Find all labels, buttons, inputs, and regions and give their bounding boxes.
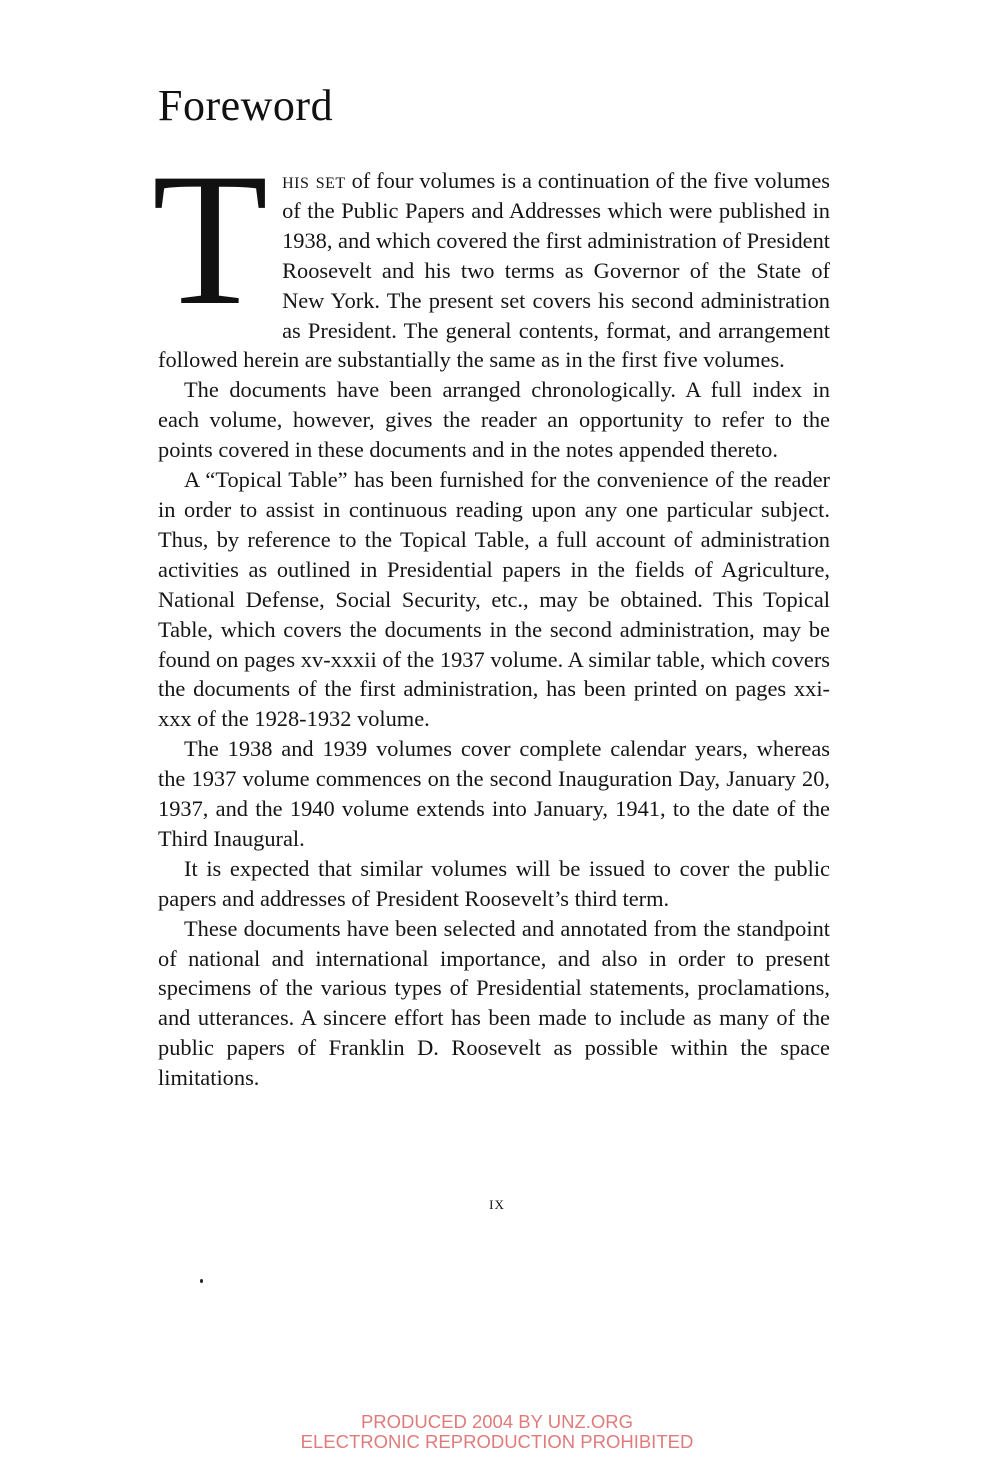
drop-cap: T	[152, 135, 269, 345]
page-title: Foreword	[158, 81, 334, 130]
watermark-line-1: PRODUCED 2004 BY UNZ.ORG	[360, 1411, 634, 1432]
paragraph-2: The documents have been arranged chronologically. A full index in each volume, however, gives the reader an opportunity to refer to the points covered in these documents and in the notes appended thereto.	[158, 377, 830, 463]
paragraph-1	[152, 135, 830, 375]
page-number: ix	[489, 1193, 505, 1213]
paragraph-5: It is expected that similar volumes will be issued to cover the public papers and addresses of President Roosevelt’s third term.	[158, 855, 830, 911]
lead-in-small-caps: his set	[282, 168, 346, 193]
watermark	[0, 1412, 994, 1452]
watermark-line-2: ELECTRONIC REPRODUCTION PROHIBITED	[300, 1431, 694, 1452]
paragraph-3: A “Topical Table” has been furnished for the convenience of the reader in order to assist in continuous reading upon any one particular subject. Thus, by reference to the Topical Table, a full account of administration activities as outlined in Presidential papers in the fields of Agriculture, National Defense, Social Security, etc., may be obtained. This Topical Table, which covers the documents in the second administration, may be found on pages xv-xxxii of the 1937 volume. A similar table, which covers the documents of the first administration, has been printed on pages xxi-xxx of the 1928-1932 volume.	[158, 467, 830, 732]
foreword-body	[152, 135, 830, 1093]
print-speck	[200, 1279, 203, 1283]
paragraph-1-text: of four volumes is a continuation of the five volumes of the Public Papers and Addresses which were published in 1938, and which covered the first administration of President Roosevelt and his two terms as Governor of the State of New York. The present set covers his second administration as President. The general contents, format, and arrangement followed herein are substantially the same as in the first five volumes.	[158, 168, 830, 373]
paragraph-4: The 1938 and 1939 volumes cover complete calendar years, whereas the 1937 volume commences on the second Inauguration Day, January 20, 1937, and the 1940 volume extends into January, 1941, to the date of the Third Inaugural.	[158, 736, 830, 851]
paragraph-6: These documents have been selected and annotated from the standpoint of national and international importance, and also in order to present specimens of the various types of Presidential statements, proclamations, and utterances. A sincere effort has been made to include as many of the public papers of Franklin D. Roosevelt as possible within the space limitations.	[158, 915, 830, 1091]
